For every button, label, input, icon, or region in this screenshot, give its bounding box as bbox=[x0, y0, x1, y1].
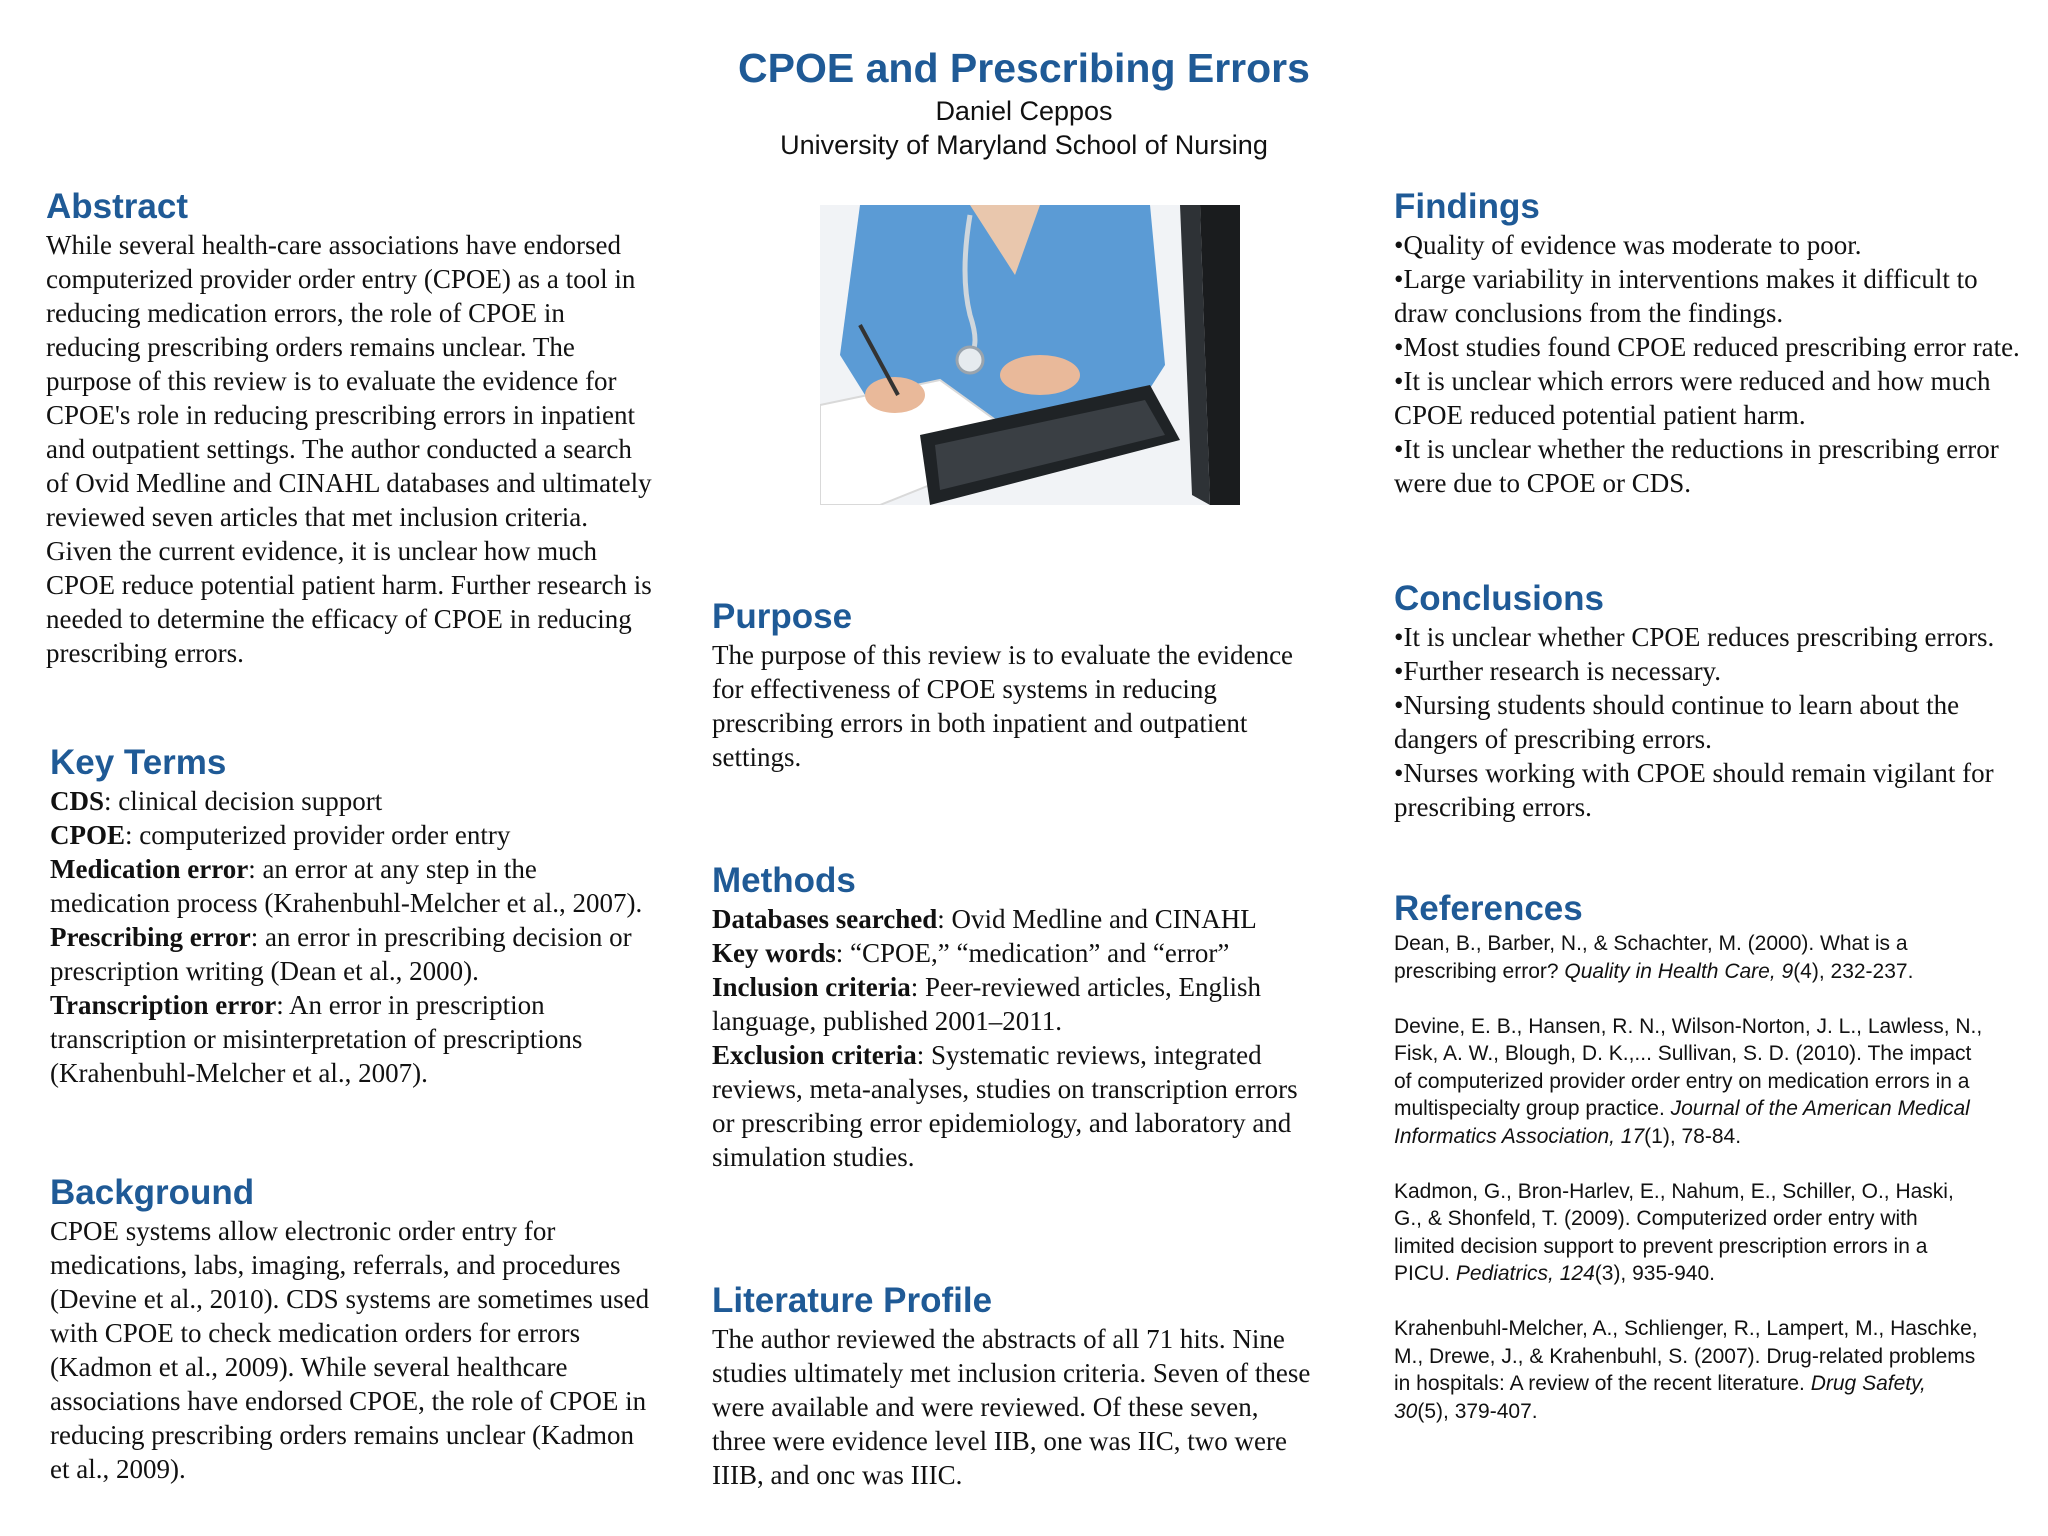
key-term-item: CDS: clinical decision support bbox=[50, 786, 383, 816]
literature-profile-heading: Literature Profile bbox=[712, 1281, 993, 1320]
photo-illustration bbox=[820, 205, 1240, 505]
method-item: Exclusion criteria: Systematic reviews, integrated reviews, meta-analyses, studies on transcription errors or prescribing error epidemiology, and laboratory and simulation studies. bbox=[712, 1040, 1298, 1172]
abstract-text: While several health-care associations have endorsed computerized provider order entry (CPOE) as a tool in reducing medication errors, the role of CPOE in reducing prescribing orders remains unclear. The purpose of this review is to evaluate the evidence for CPOE's role in reducing prescribing errors in inpatient and outpatient settings. The author conducted a search of Ovid Medline and CINAHL databases and ultimately reviewed seven articles that met inclusion criteria. Given the current evidence, it is unclear how much CPOE reduce potential patient harm. Further research is needed to determine the efficacy of CPOE in reducing prescribing errors. bbox=[46, 230, 652, 668]
key-term-item: Prescribing error: an error in prescribing decision or prescription writing (Dean et al., 2000). bbox=[50, 922, 632, 986]
finding-bullet: •Most studies found CPOE reduced prescribing error rate. bbox=[1394, 332, 2020, 362]
purpose-text: The purpose of this review is to evaluate the evidence for effectiveness of CPOE systems in reducing prescribing errors in both inpatient and outpatient settings. bbox=[712, 640, 1294, 772]
background-section bbox=[50, 1172, 660, 1486]
abstract-heading: Abstract bbox=[46, 187, 188, 226]
key-terms-list bbox=[50, 784, 660, 1090]
reference-item: Krahenbuhl-Melcher, A., Schlienger, R., Lampert, M., Haschke, M., Drewe, J., & Krahenbuhl, S. (2007). Drug-related problems in hospitals: A review of the recent literature. Drug Safety, 30(5), 379-407. bbox=[1394, 1317, 1978, 1423]
method-item: Key words: “CPOE,” “medication” and “error” bbox=[712, 938, 1230, 968]
finding-bullet: •Quality of evidence was moderate to poor. bbox=[1394, 230, 1862, 260]
references-heading: References bbox=[1394, 889, 1583, 928]
reference-item: Kadmon, G., Bron-Harlev, E., Nahum, E., Schiller, O., Haski, G., & Shonfeld, T. (2009). Computerized order entry with limited decision support to prevent prescription errors in a PICU. Pediatrics, 124(3), 935-940. bbox=[1394, 1179, 1954, 1285]
conclusions-section bbox=[1394, 578, 2004, 824]
reference-item: Devine, E. B., Hansen, R. N., Wilson-Norton, J. L., Lawless, N., Fisk, A. W., Blough, D. K.,... Sullivan, S. D. (2010). The impact of computerized provider order entry on medication errors in a multispecialty group practice. Journal of the American Medical Informatics Association, 17(1), 78-84. bbox=[1394, 1014, 1983, 1148]
conclusions-heading: Conclusions bbox=[1394, 579, 1605, 618]
poster-title: CPOE and Prescribing Errors bbox=[738, 45, 1310, 91]
findings-heading: Findings bbox=[1394, 187, 1540, 226]
references-list bbox=[1394, 930, 1984, 1425]
background-text: CPOE systems allow electronic order entry for medications, labs, imaging, referrals, and procedures (Devine et al., 2010). CDS systems are sometimes used with CPOE to check medication orders for errors (Kadmon et al., 2009). While several healthcare associations have endorsed CPOE, the role of CPOE in reducing prescribing orders remains unclear (Kadmon et al., 2009). bbox=[50, 1216, 650, 1484]
background-heading: Background bbox=[50, 1173, 255, 1212]
methods-list bbox=[712, 902, 1312, 1174]
key-terms-heading: Key Terms bbox=[50, 743, 227, 782]
conclusion-bullet: •Nurses working with CPOE should remain vigilant for prescribing errors. bbox=[1394, 758, 1994, 822]
conclusion-bullet: •It is unclear whether CPOE reduces prescribing errors. bbox=[1394, 622, 1995, 652]
reference-item: Dean, B., Barber, N., & Schachter, M. (2000). What is a prescribing error? Quality in Health Care, 9(4), 232-237. bbox=[1394, 932, 1914, 983]
key-term-item: Medication error: an error at any step in the medication process (Krahenbuhl-Melcher et al., 2007). bbox=[50, 854, 643, 918]
methods-section bbox=[712, 860, 1312, 1174]
poster-header bbox=[0, 42, 2048, 162]
conclusions-list bbox=[1394, 620, 2004, 824]
finding-bullet: •It is unclear which errors were reduced and how much CPOE reduced potential patient harm. bbox=[1394, 366, 1991, 430]
finding-bullet: •Large variability in interventions makes it difficult to draw conclusions from the findings. bbox=[1394, 264, 1978, 328]
finding-bullet: •It is unclear whether the reductions in prescribing error were due to CPOE or CDS. bbox=[1394, 434, 1999, 498]
key-terms-section bbox=[50, 742, 660, 1090]
findings-section bbox=[1394, 186, 2024, 500]
author-name: Daniel Ceppos bbox=[935, 96, 1113, 126]
findings-list bbox=[1394, 228, 2024, 500]
literature-profile-section bbox=[712, 1280, 1312, 1492]
key-term-item: CPOE: computerized provider order entry bbox=[50, 820, 511, 850]
conclusion-bullet: •Further research is necessary. bbox=[1394, 656, 1722, 686]
abstract-section bbox=[46, 186, 656, 670]
methods-heading: Methods bbox=[712, 861, 856, 900]
purpose-heading: Purpose bbox=[712, 597, 853, 636]
references-section bbox=[1394, 888, 1984, 1453]
key-term-item: Transcription error: An error in prescription transcription or misinterpretation of prescriptions (Krahenbuhl-Melcher et al., 2007). bbox=[50, 990, 583, 1088]
affiliation: University of Maryland School of Nursing bbox=[780, 130, 1268, 160]
method-item: Databases searched: Ovid Medline and CINAHL bbox=[712, 904, 1257, 934]
nurse-at-computer-photo bbox=[820, 205, 1240, 505]
conclusion-bullet: •Nursing students should continue to learn about the dangers of prescribing errors. bbox=[1394, 690, 1960, 754]
purpose-section bbox=[712, 596, 1312, 774]
method-item: Inclusion criteria: Peer-reviewed articles, English language, published 2001–2011. bbox=[712, 972, 1262, 1036]
literature-profile-text: The author reviewed the abstracts of all 71 hits. Nine studies ultimately met inclusion criteria. Seven of these were available and were reviewed. Of these seven, three were evidence level IIB, one was IIC, two were IIIB, and onc was IIIC. bbox=[712, 1324, 1311, 1490]
